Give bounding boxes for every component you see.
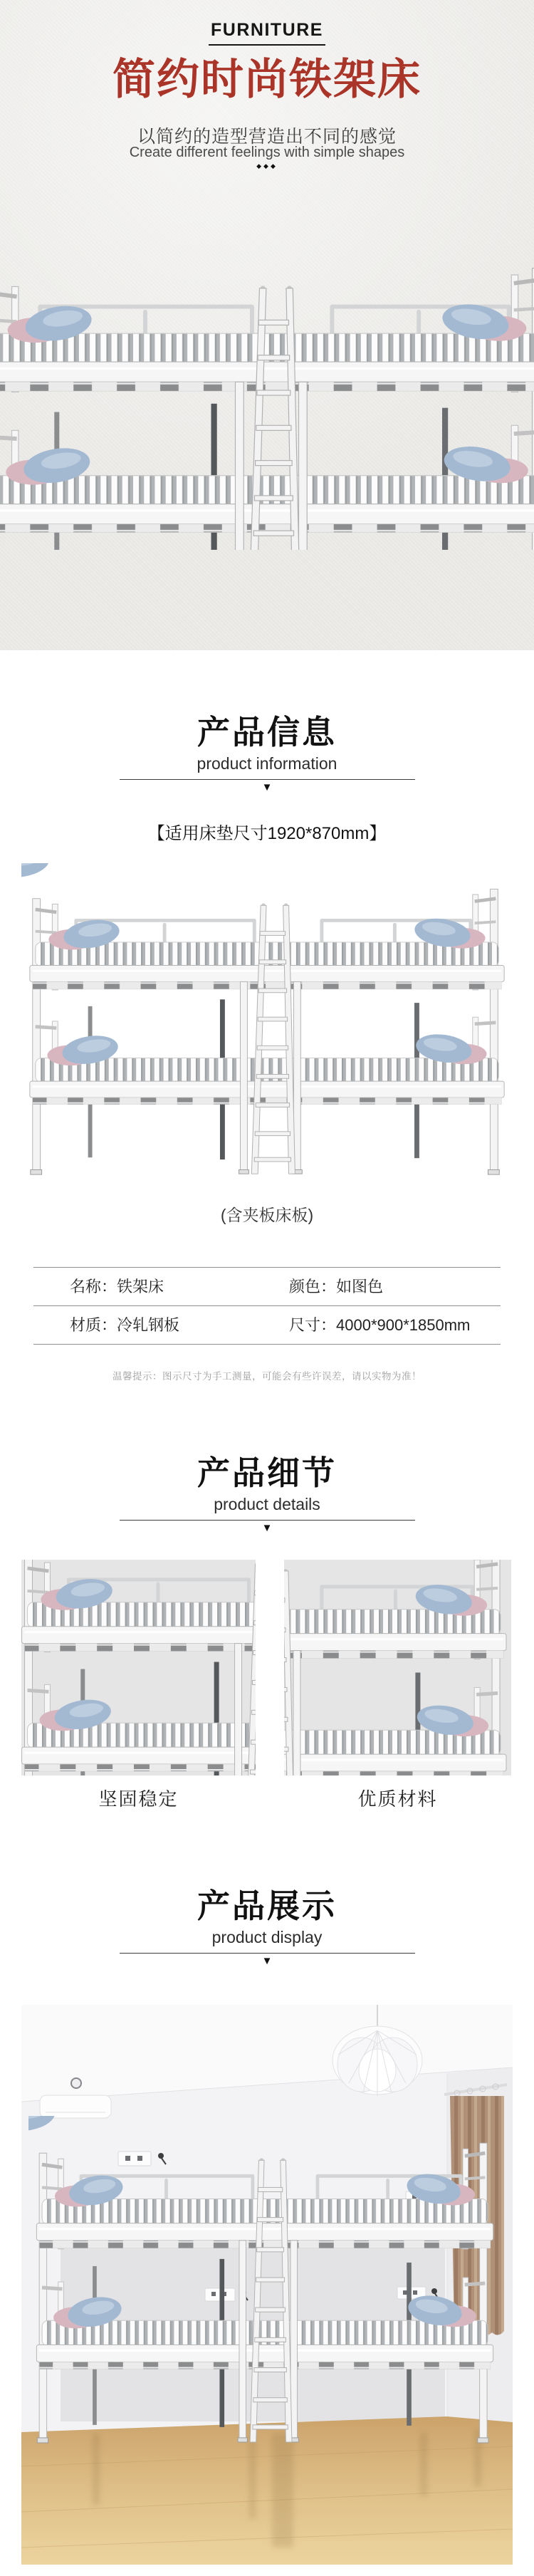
wood-floor xyxy=(21,2416,513,2565)
spec-label: 材质： xyxy=(70,1316,117,1334)
spec-table-row xyxy=(33,1305,501,1344)
spec-value: 铁架床 xyxy=(117,1278,164,1295)
spec-cell-material xyxy=(33,1306,281,1344)
spec-cell-name xyxy=(33,1268,281,1305)
room-scene-photo xyxy=(21,2005,513,2565)
detail-photo-sturdy xyxy=(21,1560,256,1775)
divider-line xyxy=(120,779,415,780)
spec-table xyxy=(33,1267,501,1345)
spec-table-row xyxy=(33,1268,501,1305)
subtitle-en: Create different feelings with simple shapes xyxy=(129,145,405,160)
arrow-down-icon: ▼ xyxy=(261,781,273,793)
divider-line xyxy=(120,1953,415,1954)
detail-photo-material xyxy=(284,1560,511,1775)
hero-bed-photo xyxy=(0,251,534,550)
detail-caption-sturdy: 坚固稳定 xyxy=(98,1788,179,1810)
spec-label: 颜色： xyxy=(289,1278,337,1295)
board-note: (含夹板床板) xyxy=(220,1206,314,1224)
section-title: 产品展示 xyxy=(197,1887,337,1924)
mattress-size-note: 【适用床垫尺寸1920*870mm】 xyxy=(147,824,387,843)
section-subtitle: product information xyxy=(197,753,337,773)
arrow-down-icon: ▼ xyxy=(261,1954,273,1967)
product-bed-photo xyxy=(21,863,513,1177)
spec-cell-size xyxy=(281,1306,501,1344)
arrow-down-icon: ▼ xyxy=(261,1521,273,1534)
section-header-details xyxy=(0,1454,534,1534)
page-title: 简约时尚铁架床 xyxy=(112,56,422,103)
section-title: 产品信息 xyxy=(197,714,337,751)
section-subtitle: product display xyxy=(211,1927,323,1946)
spec-value: 如图色 xyxy=(336,1278,384,1295)
section-subtitle: product details xyxy=(214,1494,320,1513)
brand-logo xyxy=(0,20,534,46)
divider-line xyxy=(120,1520,415,1521)
spec-label: 尺寸： xyxy=(289,1316,337,1334)
spec-value: 冷轧钢板 xyxy=(117,1316,180,1334)
hero-banner xyxy=(0,0,534,650)
brand-logo-text: FURNITURE xyxy=(209,20,325,46)
spec-label: 名称： xyxy=(70,1278,117,1295)
warm-tip: 温馨提示：图示尺寸为手工测量，可能会有些许误差，请以实物为准！ xyxy=(112,1371,422,1382)
subtitle-cn: 以简约的造型营造出不同的感觉 xyxy=(137,127,397,147)
spec-value: 4000*900*1850mm xyxy=(336,1316,471,1334)
section-header-display xyxy=(0,1887,534,1967)
diamond-dots-icon: ◆◆◆ xyxy=(256,162,278,170)
spec-cell-color xyxy=(281,1268,501,1305)
section-header-info xyxy=(0,714,534,793)
detail-caption-material: 优质材料 xyxy=(357,1788,438,1810)
section-title: 产品细节 xyxy=(197,1454,337,1491)
